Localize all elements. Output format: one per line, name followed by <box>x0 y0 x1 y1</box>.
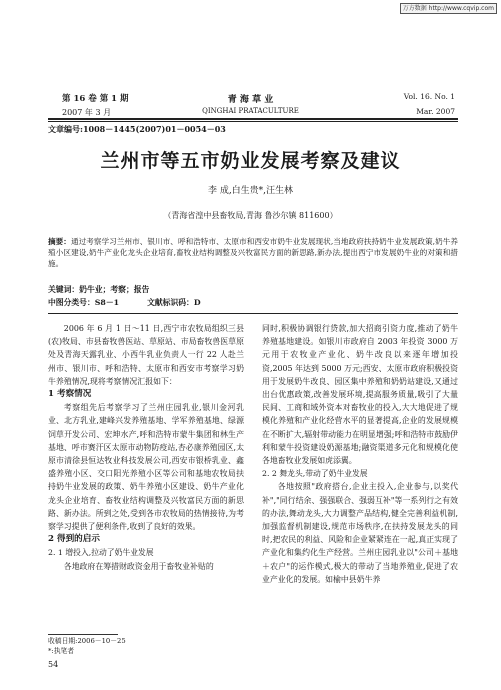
abstract-label: 摘要： <box>48 237 71 246</box>
footnote-rule <box>48 634 118 635</box>
page-number: 54 <box>48 660 59 669</box>
survey-paragraph: 考察组先后考察学习了兰州庄园乳业,银川金河乳业、北方乳业,建峰兴发养殖基地、学军养殖基地、绿源饲草开发公司、宏坤水产,呼和浩特市蒙牛集团和林生产基地、呼市赛汗区太原市动物防疫站,杏必康养殖园区,太原市清徐县恒达牧业科技发展公司,西安市银桥乳业、鑫盛养殖小区、交口阳光养殖小区等公司和基地农牧局扶持奶牛业发展的政策、奶牛养殖小区建设、奶牛产业化龙头企业培育、畜牧业结构调整及兴牧富民方面的新思路、新办法。所到之处,受到各市农牧局的热情接待,为考察学习提供了便利条件,收到了良好的效果。 <box>48 403 244 532</box>
investment-paragraph: 同时,积极协调银行贷款,加大招商引资力度,推动了奶牛养殖基地建设。如银川市政府自 2003 年投资 3000 万元用于农牧业产业化、奶牛改良以来逐年增加投资,2005 年达到 5000 万元;西安、太原市政府积极投资用于发展奶牛改良、园区集中养殖和奶奶站建设,又通过出台优惠政策,改善发展环境,提高服务质量,吸引了大量民间、工商和域外资本对畜牧业的投入,大大地促进了规模化养殖和产业化经营水平的显著提高,企业的发展规模在不断扩大,辐射带动能力在明显增强;呼和浩特市鼓励伊利和蒙牛投资建设奶源基地;融资渠道多元化和规模化使各地畜牧业发展如虎添翼。 <box>262 324 458 466</box>
subsection-heading-2-1: 2. 1 增投入,拉动了奶牛业发展 <box>48 548 154 558</box>
header-volume: 第 16 卷 第 1 期 <box>62 94 129 104</box>
left-column <box>48 322 244 573</box>
right-column <box>262 322 458 586</box>
footnote <box>48 636 126 656</box>
classification-line <box>48 297 201 308</box>
intro-paragraph: 2006 年 6 月 1 日～11 日,西宁市农牧局组织三县(农)牧局、市县畜牧兽医站、草原站、市局畜牧兽医草原处及青海天露乳业、小西牛乳业负责人一行 22 人赴兰州市、银川市、呼和浩特、太原市和西安市考察学习奶牛养殖情况,现将考察情况汇报如下： <box>48 324 244 386</box>
corresponding-note: *:执笔者 <box>48 647 75 655</box>
document-code: 文献标识码：D <box>147 298 201 307</box>
header-mar-en: Mar. 2007 <box>416 107 455 116</box>
header-journal-en: QINGHAI PRATACULTURE <box>202 107 299 115</box>
header-journal-cn: 青 海 草 业 <box>227 95 274 105</box>
header-date: 2007 年 3 月 <box>62 108 112 117</box>
subsection-heading-2-2: 2. 2 舞龙头,带动了奶牛业发展 <box>262 469 368 479</box>
header-rule-thin <box>48 121 458 122</box>
section-heading-1: 1 考察情况 <box>48 389 92 400</box>
subsection-2-1-paragraph: 各地政府在筹措财政资金用于畜牧业补贴的 <box>63 561 214 571</box>
authors: 李 成,白生贵*,汪生林 <box>207 186 294 196</box>
article-number: 文章编号:1008－1445(2007)01－0054－03 <box>48 124 226 134</box>
leading-enterprise-paragraph: 各地按照"政府搭台,企业主投入,企业参与,以奖代补","同行结余、强强联合、强弱互补"等一系列行之有效的办法,舞动龙头,大力调整产品结构,健全完善利益机制,加强监督机制建设,规范市场秩序,在扶持发展龙头的同时,把农民的利益、风险和企业紧紧连在一起,真正实现了产业化和集约化生产经营。兰州庄园乳业以"公司＋基地＋农户"的运作模式,极大的带动了当地养殖业,促进了农业产业化的发展。如榆中县奶牛养 <box>262 482 458 584</box>
received-date: 收稿日期:2006－10－25 <box>48 637 126 645</box>
abstract-text: 通过考察学习兰州市、银川市、呼和浩特市、太原市和西安市奶牛业发展现状,当地政府扶持奶牛业发展政策,奶牛养殖小区建设,奶牛产业化龙头企业培育,畜牧业结构调整及兴牧富民方面的新思路,新办法,提出西宁市发展奶牛业的对策和措施。 <box>48 237 458 268</box>
clc-number: 中图分类号：S8－1 <box>48 298 120 307</box>
section-heading-2: 2 得到的启示 <box>48 534 100 545</box>
paper-title: 兰州市等五市奶业发展考察及建议 <box>100 150 401 172</box>
header-vol-en: Vol. 16. No. 1 <box>403 92 455 101</box>
abstract <box>48 236 458 269</box>
affiliation: （青海省湟中县畜牧局,青海 鲁沙尔镇 811600） <box>163 211 338 220</box>
keywords: 关键词：奶牛业；考察；报告 <box>48 285 150 294</box>
source-watermark: 万方数据 http://www.cqvip.com <box>400 3 497 14</box>
header-rule <box>48 118 458 120</box>
abstract-rule <box>48 313 458 314</box>
